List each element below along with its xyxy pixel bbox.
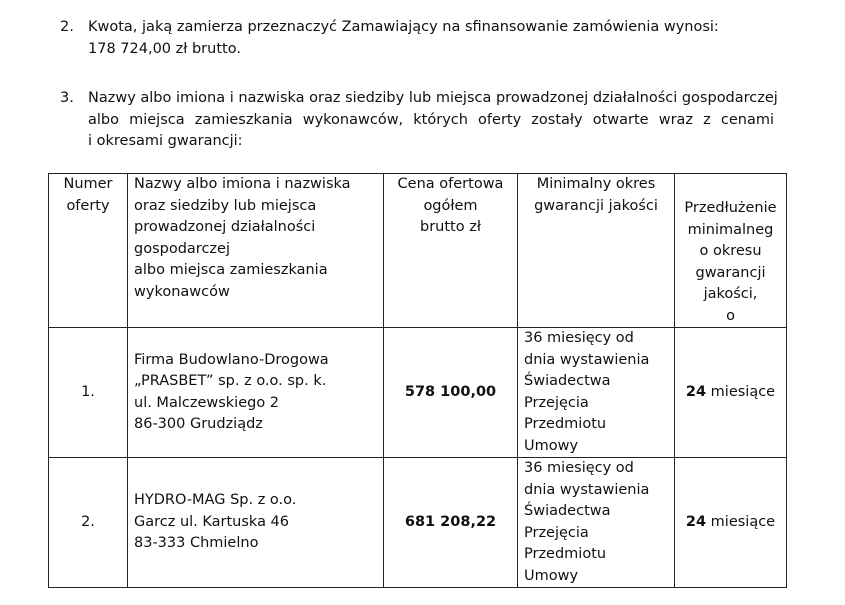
offers-table xyxy=(48,173,787,588)
header-names: Nazwy albo imiona i nazwiska oraz siedziby lub miejsca prowadzonej działalności gospodarczej albo miejsca zamieszkania wykonawców xyxy=(128,174,384,328)
cell-price: 681 208,22 xyxy=(384,458,518,588)
extension-unit: miesiące xyxy=(710,383,776,400)
item-line: albo miejsca zamieszkania wykonawców, których oferty zostały otwarte wraz z cenami xyxy=(88,111,774,128)
cell-extension xyxy=(675,328,787,458)
item-line: Kwota, jaką zamierza przeznaczyć Zamawiający na sfinansowanie zamówienia wynosi: xyxy=(88,19,719,35)
header-extension: Przedłużenie minimalneg o okresu gwarancji jakości, o xyxy=(675,174,787,328)
item-text xyxy=(88,88,778,153)
cell-name: HYDRO-MAG Sp. z o.o. Garcz ul. Kartuska 46 83-333 Chmielno xyxy=(128,458,384,588)
item-line: 178 724,00 zł brutto. xyxy=(88,40,241,57)
item-line: Nazwy albo imiona i nazwiska oraz siedziby lub miejsca prowadzonej działalności gospodarczej xyxy=(88,90,778,106)
extension-unit: miesiące xyxy=(710,513,776,530)
item-text xyxy=(88,17,719,60)
cell-extension xyxy=(675,458,787,588)
item-number: 3. xyxy=(60,90,74,106)
header-min-warranty: Minimalny okres gwarancji jakości xyxy=(518,174,675,328)
table-row xyxy=(49,458,787,588)
item-number: 2. xyxy=(60,19,74,35)
header-number: Numer oferty xyxy=(49,174,128,328)
cell-number: 2. xyxy=(49,458,128,588)
extension-value: 24 xyxy=(685,383,707,400)
extension-value: 24 xyxy=(685,513,707,530)
cell-price: 578 100,00 xyxy=(384,328,518,458)
item-line: i okresami gwarancji: xyxy=(88,133,243,149)
cell-name: Firma Budowlano-Drogowa „PRASBET” sp. z o.o. sp. k. ul. Malczewskiego 2 86-300 Grudziądz xyxy=(128,328,384,458)
cell-warranty: 36 miesięcy od dnia wystawienia Świadectwa Przejęcia Przedmiotu Umowy xyxy=(518,328,675,458)
table-row xyxy=(49,328,787,458)
cell-number: 1. xyxy=(49,328,128,458)
table-header-row xyxy=(49,174,787,328)
cell-warranty: 36 miesięcy od dnia wystawienia Świadectwa Przejęcia Przedmiotu Umowy xyxy=(518,458,675,588)
header-price: Cena ofertowa ogółem brutto zł xyxy=(384,174,518,328)
